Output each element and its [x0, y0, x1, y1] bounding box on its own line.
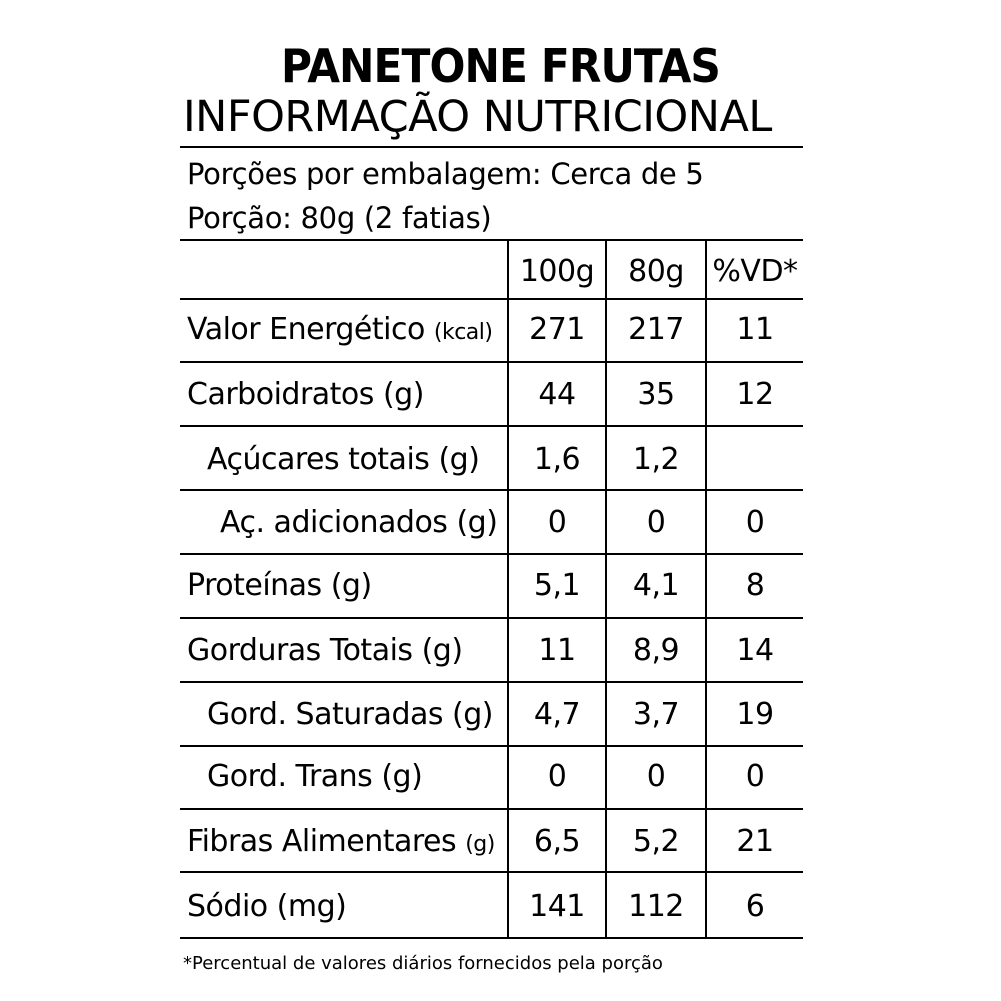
column-header-80g: 80g	[628, 254, 684, 289]
nutrient-name: Sódio (mg)	[187, 889, 347, 924]
serving-size: Porção: 80g (2 fatias)	[187, 201, 492, 235]
nutrient-name: Gorduras Totais (g)	[187, 633, 463, 668]
nutrient-name: Proteínas (g)	[187, 568, 372, 603]
row-divider	[180, 425, 803, 427]
nutrient-name: Gord. Trans (g)	[207, 759, 423, 794]
value-vd: 14	[736, 633, 774, 668]
nutrient-name: Açúcares totais (g)	[207, 442, 480, 477]
value-100g: 11	[538, 633, 576, 668]
nutrient-unit: (kcal)	[433, 320, 493, 345]
nutrient-name	[187, 822, 495, 865]
value-vd: 12	[736, 377, 774, 412]
column-header-100g: 100g	[519, 254, 595, 289]
heading-divider	[180, 146, 803, 148]
value-80g: 1,2	[632, 442, 680, 477]
nutrient-name: Carboidratos (g)	[187, 377, 424, 412]
value-vd: 11	[736, 312, 774, 347]
product-title: PANETONE FRUTAS	[280, 39, 720, 93]
value-80g: 217	[628, 312, 684, 347]
value-vd: 8	[745, 568, 765, 603]
value-80g: 8,9	[632, 633, 680, 668]
row-divider	[180, 871, 803, 873]
table-bottom-rule	[180, 937, 803, 939]
value-100g: 44	[538, 377, 576, 412]
nutrient-label: Fibras Alimentares	[187, 824, 457, 859]
value-100g: 6,5	[533, 824, 581, 859]
value-vd: 0	[745, 505, 765, 540]
value-100g: 1,6	[533, 442, 581, 477]
value-80g: 5,2	[632, 824, 680, 859]
value-80g: 3,7	[632, 697, 680, 732]
value-vd: 0	[745, 759, 765, 794]
nutrient-name: Aç. adicionados (g)	[220, 505, 498, 540]
footnote: *Percentual de valores diários fornecidos pela porção	[183, 953, 663, 974]
row-divider	[180, 808, 803, 810]
row-divider	[180, 553, 803, 555]
value-100g: 5,1	[533, 568, 581, 603]
table-header-rule	[180, 298, 803, 300]
value-100g: 0	[547, 505, 567, 540]
value-80g: 112	[628, 889, 684, 924]
value-100g: 141	[529, 889, 585, 924]
row-divider	[180, 681, 803, 683]
nutrient-unit: (g)	[465, 832, 495, 857]
column-header-vd: %VD*	[712, 254, 798, 289]
nutrient-name: Gord. Saturadas (g)	[207, 697, 493, 732]
value-80g: 0	[646, 759, 666, 794]
nutrient-name	[187, 310, 492, 353]
row-divider	[180, 745, 803, 747]
value-vd: 19	[736, 697, 774, 732]
row-divider	[180, 617, 803, 619]
value-80g: 35	[637, 377, 675, 412]
nutrient-label: Valor Energético	[187, 312, 425, 347]
value-vd: 21	[736, 824, 774, 859]
value-100g: 4,7	[533, 697, 581, 732]
value-80g: 0	[646, 505, 666, 540]
table-top-rule	[180, 239, 803, 241]
servings-per-package: Porções por embalagem: Cerca de 5	[187, 157, 704, 191]
value-100g: 271	[529, 312, 585, 347]
label-heading: INFORMAÇÃO NUTRICIONAL	[183, 92, 772, 142]
value-vd: 6	[745, 889, 765, 924]
value-100g: 0	[547, 759, 567, 794]
row-divider	[180, 361, 803, 363]
value-80g: 4,1	[632, 568, 680, 603]
row-divider	[180, 489, 803, 491]
